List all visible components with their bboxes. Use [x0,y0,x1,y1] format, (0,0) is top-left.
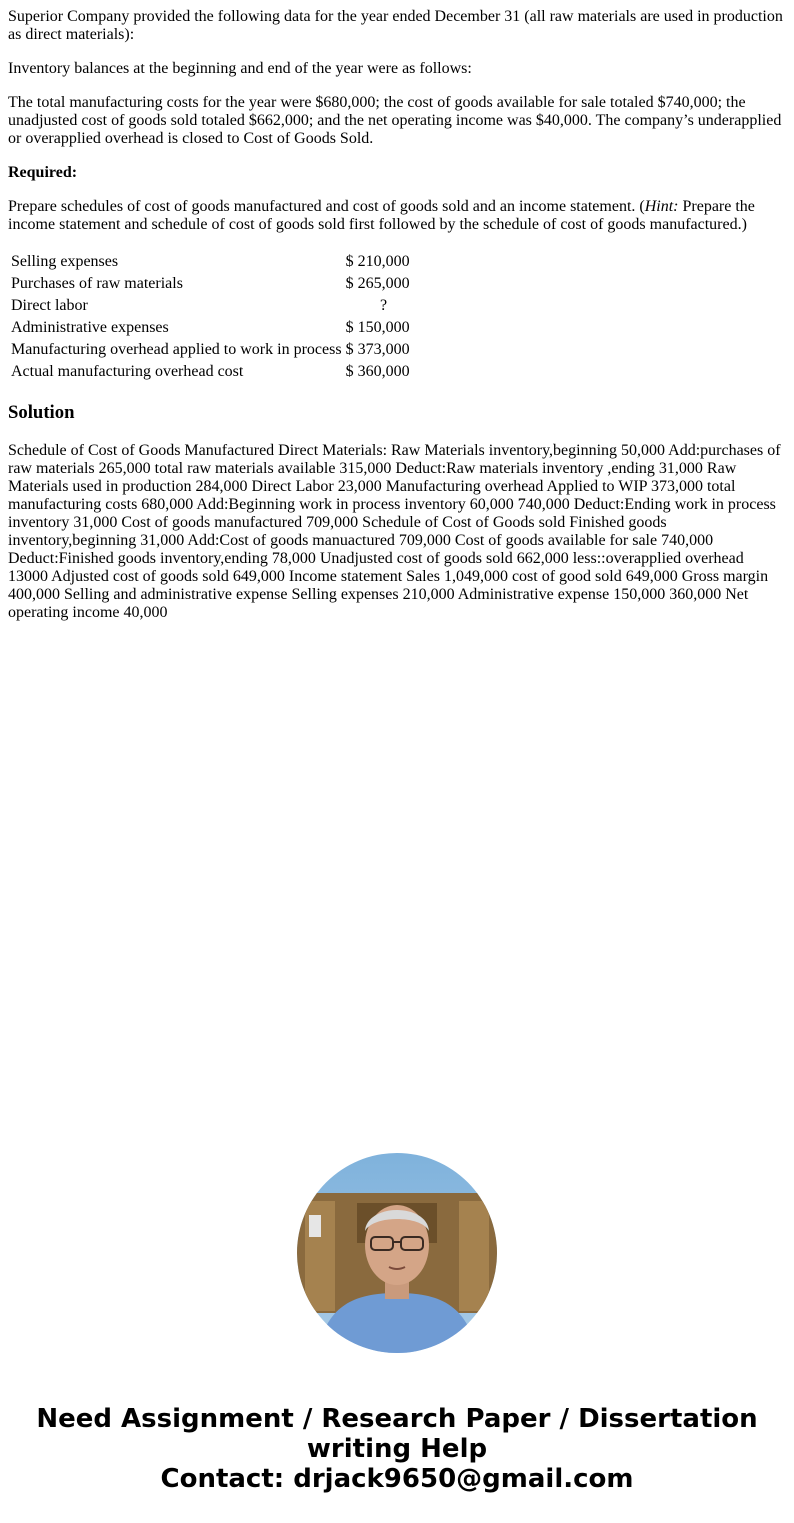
totals-paragraph: The total manufacturing costs for the year were $680,000; the cost of goods available for sale totaled $740,000; the unadjusted cost of goods sold totaled $662,000; and the net operating income was $40,000. The company’s underapplied or overapplied overhead is closed to Cost of Goods Sold. [8,94,782,147]
hint-label: Hint: [644,198,679,215]
table-row [10,340,411,360]
row-label: Actual manufacturing overhead cost [11,363,244,380]
table-row [10,318,411,338]
table-row [10,252,411,272]
table-row [10,274,411,294]
row-dollar: $ [345,275,354,292]
row-label: Manufacturing overhead applied to work in process [11,341,342,358]
contact-footer [0,1404,794,1494]
row-amount: 150,000 [357,319,410,336]
inventory-paragraph: Inventory balances at the beginning and end of the year were as follows: [8,60,472,77]
table-row [10,362,411,382]
cost-data-table [8,250,413,384]
row-dollar [345,296,355,316]
footer-line-1: Need Assignment / Research Paper / Dissertation [36,1404,758,1434]
document-body [8,8,786,638]
row-label: Purchases of raw materials [11,275,183,292]
row-label: Administrative expenses [11,319,169,336]
row-label: Selling expenses [11,253,119,270]
row-dollar: $ [345,341,354,358]
instructions-suffix: Prepare the income statement and schedule of cost of goods sold first followed by the schedule of cost of goods manufactured.) [8,198,755,233]
footer-contact-email: Contact: drjack9650@gmail.com [160,1464,634,1494]
author-portrait-icon [297,1153,497,1353]
row-amount: 373,000 [357,341,410,358]
row-amount: 360,000 [357,363,410,380]
footer-line-2: writing Help [306,1434,488,1464]
row-amount: 265,000 [357,275,410,292]
author-avatar [297,1153,497,1353]
row-dollar: $ [345,363,354,380]
instructions-prefix: Prepare schedules of cost of goods manufactured and cost of goods sold and an income statement. ( [8,198,645,215]
solution-heading: Solution [8,402,75,423]
table-row [10,296,411,316]
row-label: Direct labor [11,297,88,314]
instructions-paragraph [8,198,786,234]
row-amount: ? [380,297,388,314]
solution-text: Schedule of Cost of Goods Manufactured Direct Materials: Raw Materials inventory,beginning 50,000 Add:purchases of raw materials 265,000 total raw materials available 315,000 Deduct:Raw materials inventory ,ending 31,000 Raw Materials used in production 284,000 Direct Labor 23,000 Manufacturing overhead Applied to WIP 373,000 total manufacturing costs 680,000 Add:Beginning work in process inventory 60,000 740,000 Deduct:Ending work in process inventory 31,000 Cost of goods manufactured 709,000 Schedule of Cost of Goods sold Finished goods inventory,beginning 31,000 Add:Cost of goods manuactured 709,000 Cost of goods available for sale 740,000 Deduct:Finished goods inventory,ending 78,000 Unadjusted cost of goods sold 662,000 less::overapplied overhead 13000 Adjusted cost of goods sold 649,000 Income statement Sales 1,049,000 cost of good sold 649,000 Gross margin 400,000 Selling and administrative expense Selling expenses 210,000 Administrative expense 150,000 360,000 Net operating income 40,000 [8,442,781,621]
row-dollar: $ [345,253,354,270]
intro-paragraph: Superior Company provided the following data for the year ended December 31 (all raw materials are used in production as direct materials): [8,8,783,43]
required-label: Required: [8,164,78,181]
row-dollar: $ [345,319,354,336]
row-amount: 210,000 [357,253,410,270]
